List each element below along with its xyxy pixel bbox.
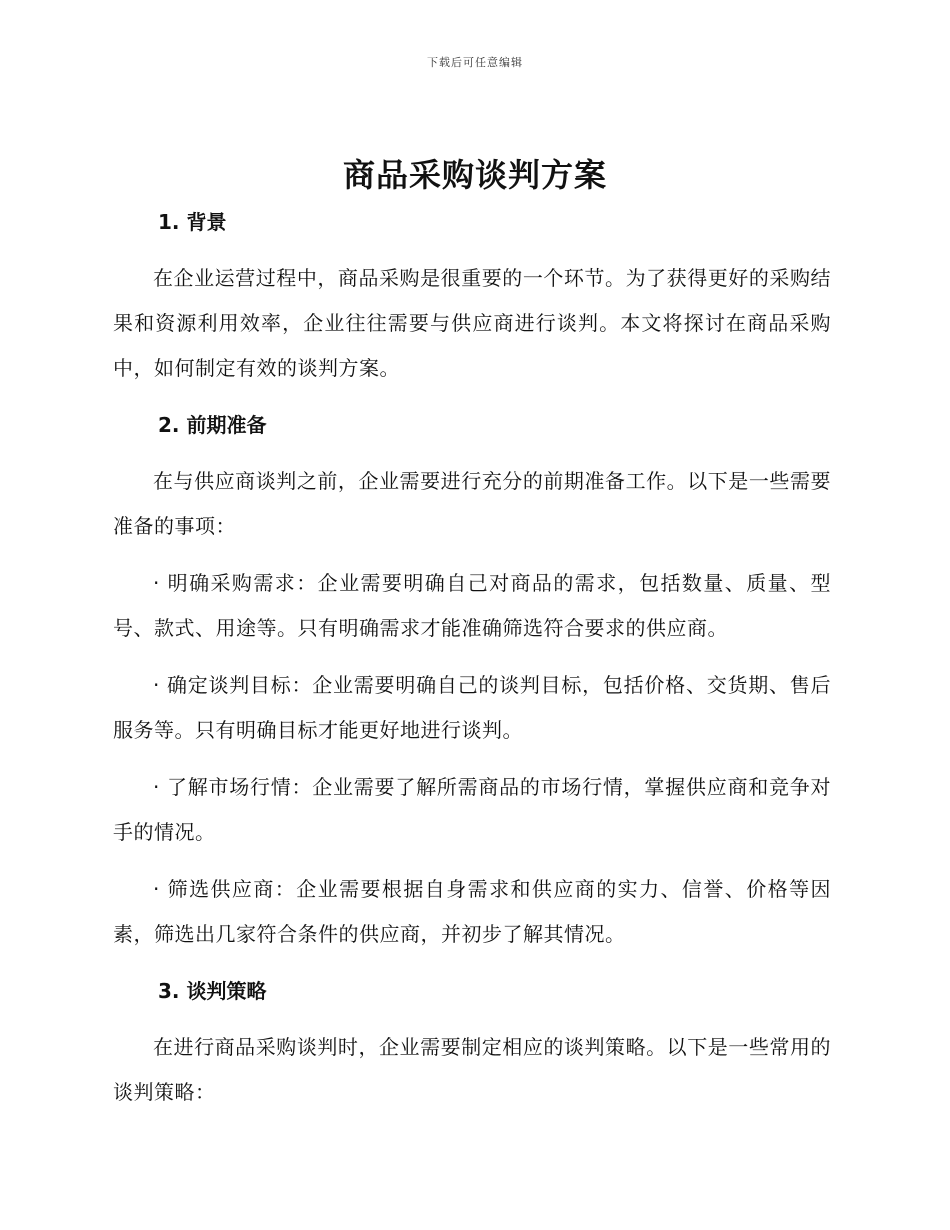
paragraph-preparation-intro: 在与供应商谈判之前，企业需要进行充分的前期准备工作。以下是一些需要准备的事项： xyxy=(113,469,831,538)
section-heading-background: 1. 背景 xyxy=(158,210,227,234)
document-title: 商品采购谈判方案 xyxy=(342,156,607,194)
document-body xyxy=(113,200,831,1115)
list-item-screen-suppliers: · 筛选供应商：企业需要根据自身需求和供应商的实力、信誉、价格等因素，筛选出几家符合条件的供应商，并初步了解其情况。 xyxy=(113,877,831,946)
header-note: 下载后可任意编辑 xyxy=(427,56,523,69)
list-item-clarify-needs: · 明确采购需求：企业需要明确自己对商品的需求，包括数量、质量、型号、款式、用途等。只有明确需求才能准确筛选符合要求的供应商。 xyxy=(113,571,831,640)
section-heading-strategy: 3. 谈判策略 xyxy=(158,979,267,1003)
list-item-market-research: · 了解市场行情：企业需要了解所需商品的市场行情，掌握供应商和竞争对手的情况。 xyxy=(113,775,831,844)
section-heading-preparation: 2. 前期准备 xyxy=(158,413,267,437)
list-item-set-goals: · 确定谈判目标：企业需要明确自己的谈判目标，包括价格、交货期、售后服务等。只有明确目标才能更好地进行谈判。 xyxy=(113,673,831,742)
paragraph-strategy-intro: 在进行商品采购谈判时，企业需要制定相应的谈判策略。以下是一些常用的谈判策略： xyxy=(113,1035,831,1104)
paragraph-background: 在企业运营过程中，商品采购是很重要的一个环节。为了获得更好的采购结果和资源利用效率，企业往往需要与供应商进行谈判。本文将探讨在商品采购中，如何制定有效的谈判方案。 xyxy=(113,266,831,380)
